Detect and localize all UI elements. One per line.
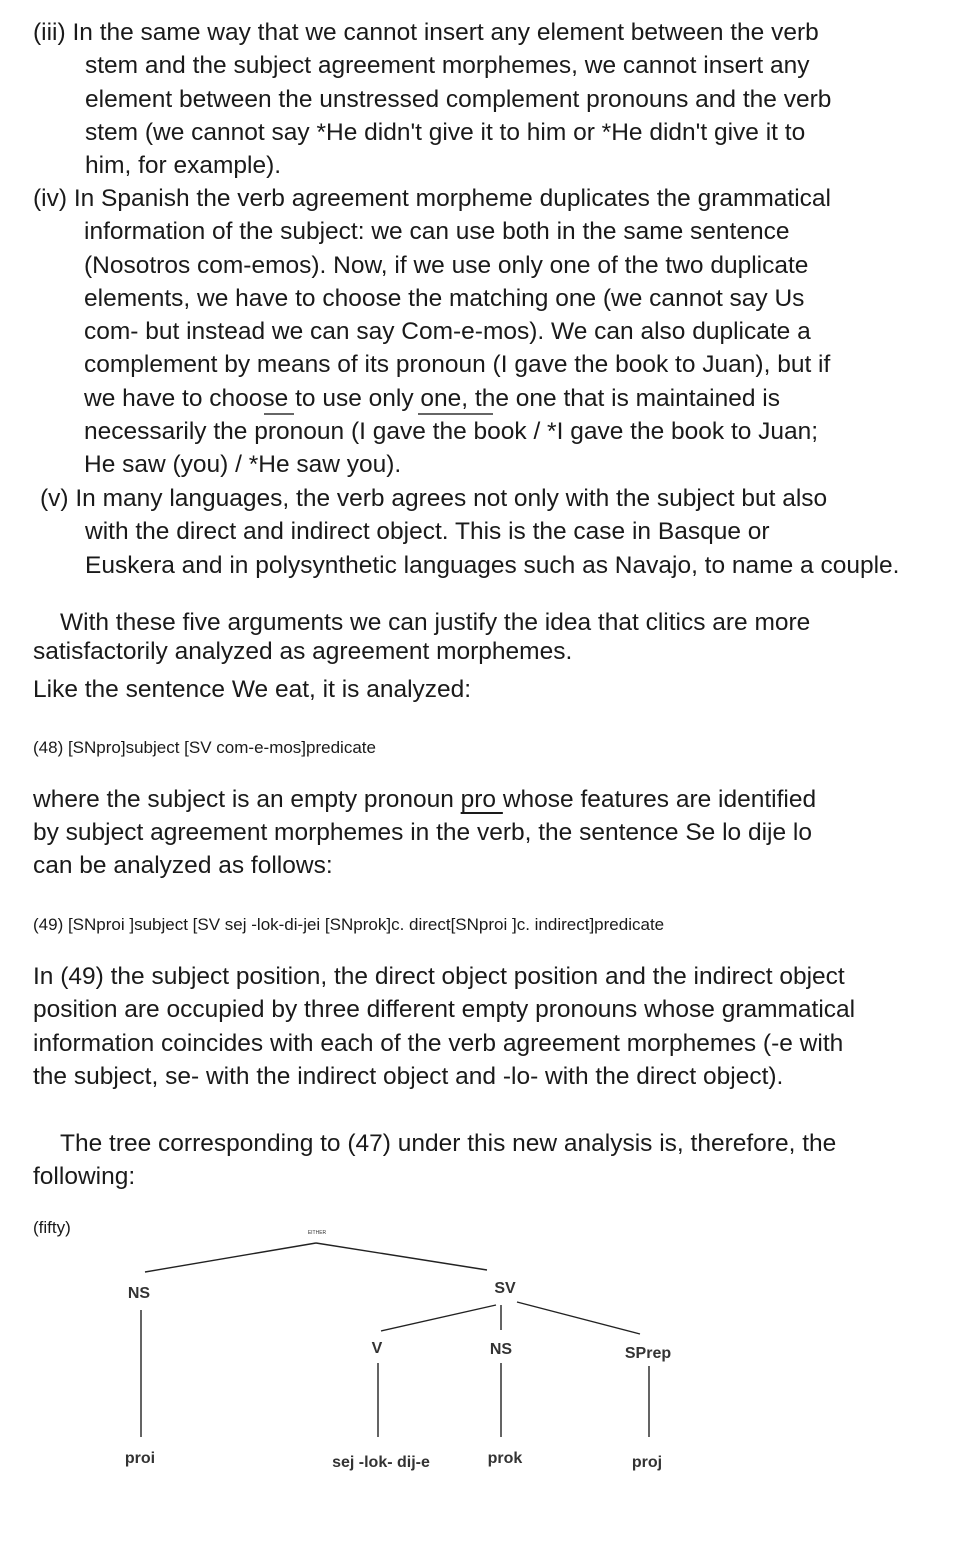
tree-node-sprep: SPrep xyxy=(624,1345,672,1362)
item-iii-line-4: stem (we cannot say *He didn't give it to him or *He didn't give it to xyxy=(85,118,806,146)
item-iv-line-5: com- but instead we can say Com-e-mos). We can also duplicate a xyxy=(84,318,811,346)
paragraph-tree-line-2: following: xyxy=(33,1163,136,1190)
item-iii-line-2: stem and the subject agreement morphemes, we cannot insert any xyxy=(85,52,810,80)
tree-node-ns: NS xyxy=(127,1285,151,1302)
where-text-b: whose features are identified xyxy=(502,786,817,813)
example-49: (49) [SNproi ]subject [SV sej -lok-di-jei [SNprok]c. direct[SNproi ]c. indirect]predicate xyxy=(33,915,665,934)
example-48: (48) [SNpro]subject [SV com-e-mos]predicate xyxy=(33,738,376,757)
where-text-pro: pro xyxy=(460,786,503,813)
item-iv-line-4: elements, we have to choose the matching one (we cannot say Us xyxy=(84,284,805,312)
item-iv-line-3: (Nosotros com-emos). Now, if we use only one of the two duplicate xyxy=(84,251,809,279)
edge-sv-sprep xyxy=(517,1302,640,1334)
paragraph-where-line-2: by subject agreement morphemes in the verb, the sentence Se lo dije lo xyxy=(33,819,812,846)
example-50-label: (fifty) xyxy=(33,1218,71,1237)
tree-leaf-proi: proi xyxy=(124,1450,156,1467)
para-in-49-line-1: In (49) the subject position, the direct object position and the indirect object xyxy=(33,963,845,990)
paragraph-arguments-line-2: satisfactorily analyzed as agreement morphemes. xyxy=(33,638,573,665)
item-iv-line-9: He saw (you) / *He saw you). xyxy=(84,451,402,479)
tree-node-v: V xyxy=(371,1340,383,1357)
item-iv-line-2: information of the subject: we can use both in the same sentence xyxy=(84,218,790,246)
paragraph-where-line-3: can be analyzed as follows: xyxy=(33,852,333,879)
edge-root-sv xyxy=(316,1243,487,1270)
paragraph-tree-line-1: The tree corresponding to (47) under this new analysis is, therefore, the xyxy=(60,1130,837,1157)
item-iv-line-7: we have to choose to use only one, the one that is maintained is xyxy=(84,384,780,412)
edge-root-ns xyxy=(145,1243,316,1272)
tree-node-ns2: NS xyxy=(489,1341,513,1358)
paragraph-arguments-line-1: With these five arguments we can justify the idea that clitics are more xyxy=(60,609,811,636)
where-text-a: where the subject is an empty pronoun xyxy=(33,786,461,813)
item-iii-line-5: him, for example). xyxy=(85,152,282,180)
paragraph-like-sentence: Like the sentence We eat, it is analyzed: xyxy=(33,676,472,703)
edge-sv-v xyxy=(381,1305,496,1331)
item-iv-line-8: necessarily the pronoun (I gave the book / *I gave the book to Juan; xyxy=(84,418,819,446)
tree-node-root: EITHER xyxy=(307,1230,327,1236)
item-v-line-1: (v) In many languages, the verb agrees not only with the subject but also xyxy=(40,485,828,512)
tree-node-sv: SV xyxy=(494,1280,516,1297)
para-in-49-line-4: the subject, se- with the indirect object and -lo- with the direct object). xyxy=(33,1062,784,1090)
tree-leaf-prok: prok xyxy=(487,1450,523,1467)
tree-leaf-verb: sej -lok- dij-e xyxy=(332,1454,430,1471)
para-in-49-line-2: position are occupied by three different empty pronouns whose grammatical xyxy=(33,996,856,1024)
item-iii-line-3: element between the unstressed complement pronouns and the verb xyxy=(85,85,832,113)
item-iii-line-1: (iii) In the same way that we cannot insert any element between the verb xyxy=(33,19,819,46)
item-v-line-3: Euskera and in polysynthetic languages such as Navajo, to name a couple. xyxy=(85,551,900,579)
para-in-49-line-3: information coincides with each of the verb agreement morphemes (-e with xyxy=(33,1029,844,1057)
item-v-line-2: with the direct and indirect object. This is the case in Basque or xyxy=(85,518,770,546)
item-iv-line-1: (iv) In Spanish the verb agreement morpheme duplicates the grammatical xyxy=(33,185,831,212)
tree-leaf-proj: proj xyxy=(631,1454,663,1471)
item-iv-line-6: complement by means of its pronoun (I gave the book to Juan), but if xyxy=(84,351,831,379)
